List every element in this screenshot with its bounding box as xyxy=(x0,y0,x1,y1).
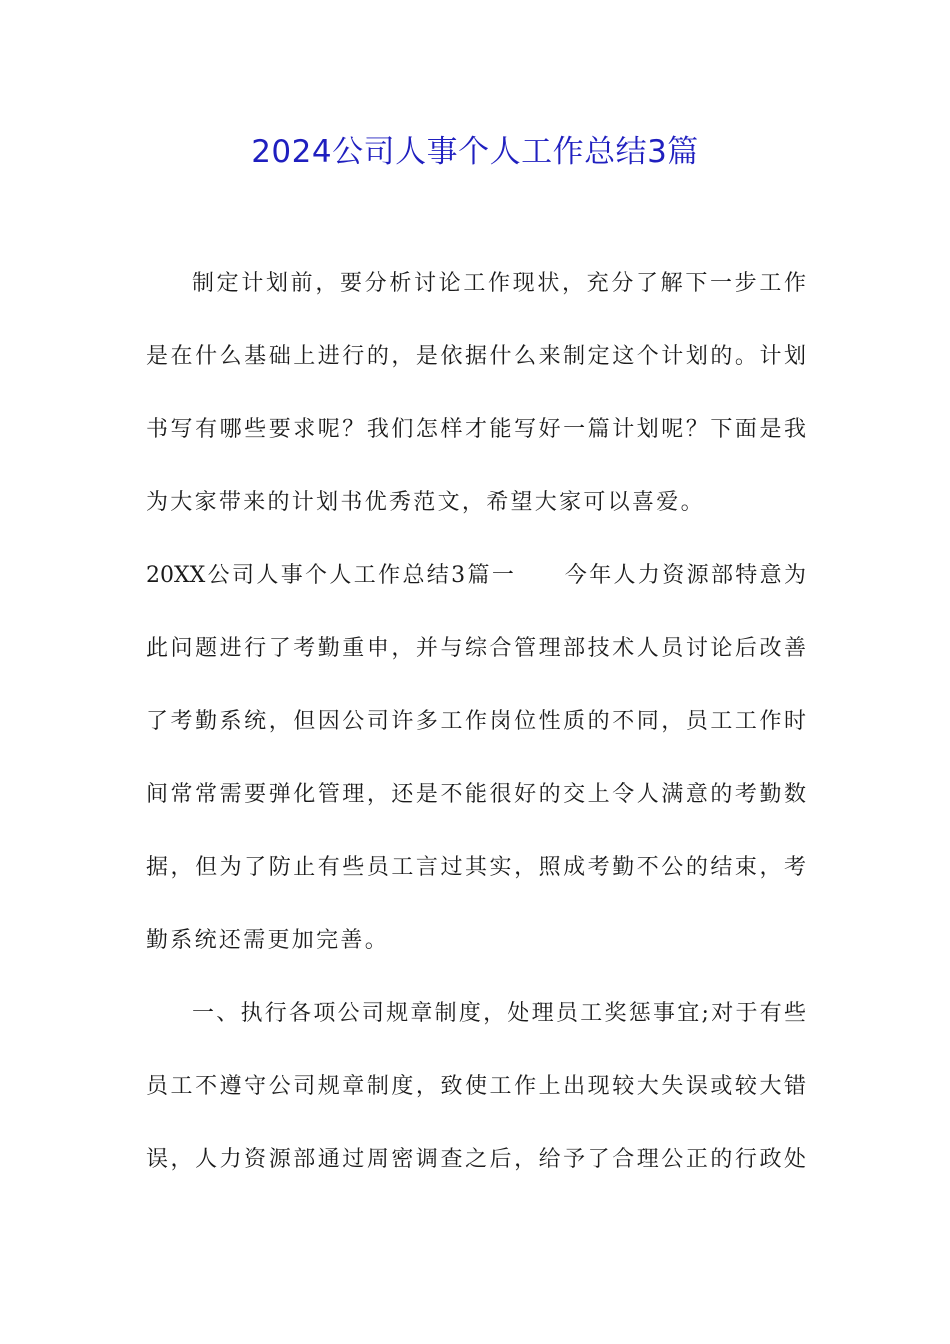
paragraph-line: 书写有哪些要求呢？我们怎样才能写好一篇计划呢？下面是我 xyxy=(146,417,806,442)
paragraph-line: 此问题进行了考勤重申，并与综合管理部技术人员讨论后改善 xyxy=(146,636,806,661)
paragraph-line: 员工不遵守公司规章制度，致使工作上出现较大失误或较大错 xyxy=(146,1074,806,1099)
paragraph-line: 误，人力资源部通过周密调查之后，给予了合理公正的行政处 xyxy=(146,1147,806,1172)
paragraph-line: 据，但为了防止有些员工言过其实，照成考勤不公的结束，考 xyxy=(146,855,806,880)
paragraph-line: 勤系统还需更加完善。 xyxy=(146,928,390,953)
section-heading-line: 20XX公司人事个人工作总结3篇一 今年人力资源部特意为 xyxy=(146,563,806,588)
paragraph-line: 制定计划前，要分析讨论工作现状，充分了解下一步工作 xyxy=(192,271,806,296)
document-title: 2024公司人事个人工作总结3篇 xyxy=(251,134,699,170)
paragraph-line: 一、执行各项公司规章制度，处理员工奖惩事宜;对于有些 xyxy=(192,1001,806,1026)
paragraph-line: 间常常需要弹化管理，还是不能很好的交上令人满意的考勤数 xyxy=(146,782,806,807)
paragraph-line: 为大家带来的计划书优秀范文，希望大家可以喜爱。 xyxy=(146,490,705,515)
document-body xyxy=(146,266,806,1215)
paragraph-line: 了考勤系统，但因公司许多工作岗位性质的不同，员工工作时 xyxy=(146,709,806,734)
paragraph-line: 是在什么基础上进行的，是依据什么来制定这个计划的。计划 xyxy=(146,344,806,369)
